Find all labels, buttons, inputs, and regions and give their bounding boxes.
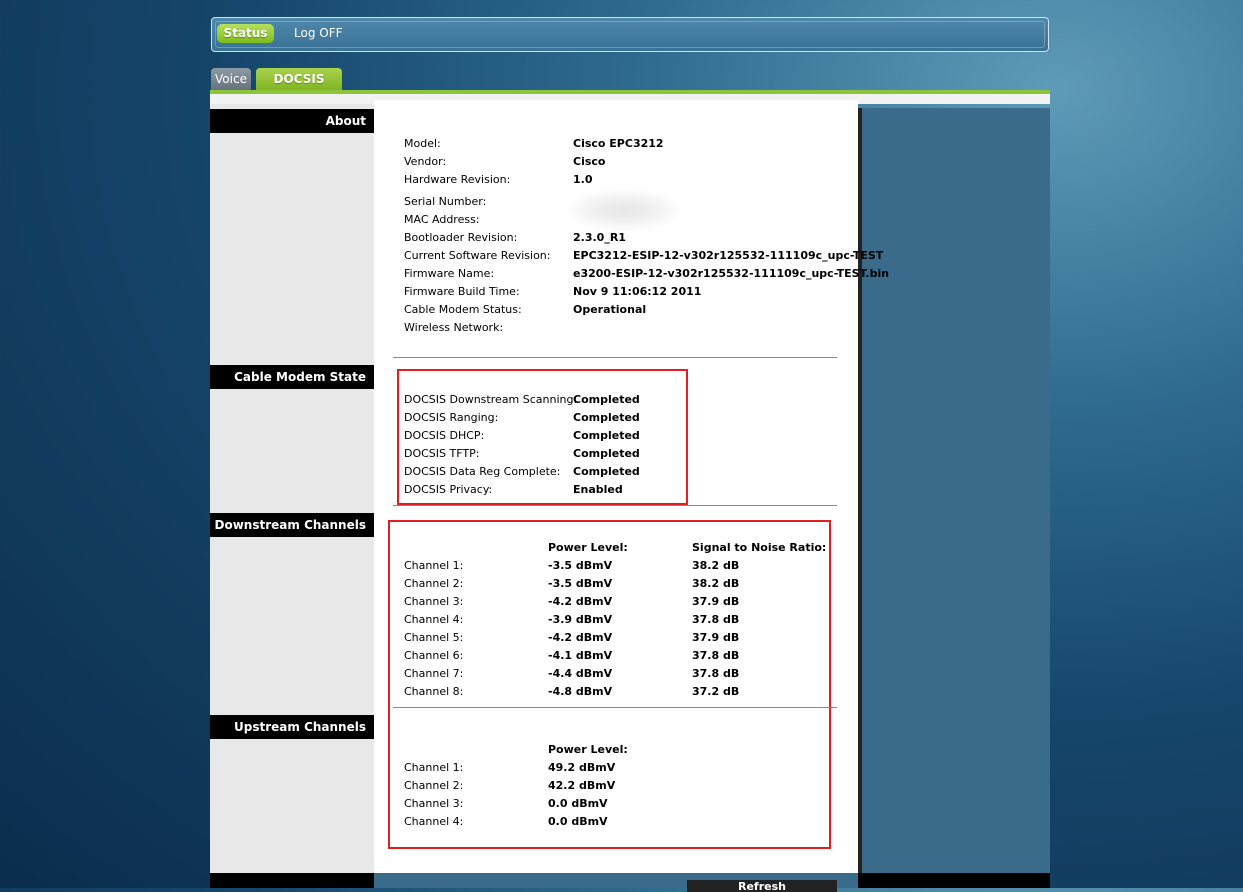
section-divider	[393, 707, 837, 708]
redacted-serial-mac	[568, 190, 680, 230]
about-label: Cable Modem Status:	[404, 303, 522, 316]
section-header-upstream-channels: Upstream Channels	[210, 715, 374, 739]
state-label: DOCSIS Downstream Scanning:	[404, 393, 578, 406]
downstream-channel-label: Channel 3:	[404, 595, 464, 608]
downstream-channel-label: Channel 1:	[404, 559, 464, 572]
state-label: DOCSIS Ranging:	[404, 411, 499, 424]
downstream-snr: 37.9 dB	[692, 595, 740, 608]
right-panel	[862, 108, 1050, 873]
downstream-channel-label: Channel 6:	[404, 649, 464, 662]
downstream-snr: 37.2 dB	[692, 685, 740, 698]
section-divider	[393, 357, 837, 358]
downstream-channel-label: Channel 4:	[404, 613, 464, 626]
about-value: e3200-ESIP-12-v302r125532-111109c_upc-TEST.bin	[573, 267, 890, 280]
about-label: Wireless Network:	[404, 321, 504, 334]
downstream-power: -3.5 dBmV	[548, 559, 613, 572]
downstream-snr: 38.2 dB	[692, 577, 740, 590]
about-label: Serial Number:	[404, 195, 487, 208]
downstream-snr: 38.2 dB	[692, 559, 740, 572]
about-label: Current Software Revision:	[404, 249, 551, 262]
about-value: EPC3212-ESIP-12-v302r125532-111109c_upc-TEST	[573, 249, 884, 262]
about-label: Model:	[404, 137, 441, 150]
about-value: Nov 9 11:06:12 2011	[573, 285, 702, 298]
state-label: DOCSIS DHCP:	[404, 429, 485, 442]
downstream-power-header: Power Level:	[548, 541, 628, 554]
about-value: Cisco	[573, 155, 606, 168]
downstream-snr: 37.8 dB	[692, 649, 740, 662]
downstream-snr: 37.9 dB	[692, 631, 740, 644]
downstream-power: -4.8 dBmV	[548, 685, 613, 698]
section-divider	[393, 505, 837, 506]
state-value: Completed	[573, 411, 640, 424]
about-label: Firmware Name:	[404, 267, 495, 280]
downstream-snr: 37.8 dB	[692, 667, 740, 680]
section-header-downstream-channels: Downstream Channels	[210, 513, 374, 537]
state-label: DOCSIS Privacy:	[404, 483, 493, 496]
section-header-about: About	[210, 109, 374, 133]
top-nav-bar	[211, 17, 1049, 52]
status-button[interactable]: Status	[217, 24, 274, 43]
upstream-power: 0.0 dBmV	[548, 815, 608, 828]
sidebar	[210, 104, 374, 888]
tab-docsis-wan[interactable]: DOCSIS	[256, 68, 342, 90]
upstream-power: 49.2 dBmV	[548, 761, 616, 774]
upstream-channel-label: Channel 1:	[404, 761, 464, 774]
downstream-channel-label: Channel 7:	[404, 667, 464, 680]
downstream-channel-label: Channel 5:	[404, 631, 464, 644]
upstream-channel-label: Channel 3:	[404, 797, 464, 810]
state-value: Completed	[573, 465, 640, 478]
state-value: Completed	[573, 393, 640, 406]
upstream-power: 0.0 dBmV	[548, 797, 608, 810]
downstream-power: -4.4 dBmV	[548, 667, 613, 680]
upstream-power-header: Power Level:	[548, 743, 628, 756]
downstream-power: -4.2 dBmV	[548, 595, 613, 608]
about-label: Bootloader Revision:	[404, 231, 518, 244]
about-label: Firmware Build Time:	[404, 285, 520, 298]
upstream-channel-label: Channel 2:	[404, 779, 464, 792]
content-shadow	[858, 108, 862, 873]
downstream-snr: 37.8 dB	[692, 613, 740, 626]
upstream-power: 42.2 dBmV	[548, 779, 616, 792]
state-label: DOCSIS Data Reg Complete:	[404, 465, 561, 478]
about-value: Operational	[573, 303, 647, 316]
tab-voice[interactable]: Voice	[211, 68, 251, 90]
state-value: Enabled	[573, 483, 623, 496]
downstream-power: -4.2 dBmV	[548, 631, 613, 644]
downstream-power: -3.5 dBmV	[548, 577, 613, 590]
refresh-button[interactable]: Refresh	[687, 880, 837, 892]
state-value: Completed	[573, 429, 640, 442]
downstream-snr-header: Signal to Noise Ratio:	[692, 541, 827, 554]
about-value: 1.0	[573, 173, 593, 186]
about-value: Cisco EPC3212	[573, 137, 664, 150]
downstream-power: -3.9 dBmV	[548, 613, 613, 626]
section-header-cable-modem-state: Cable Modem State	[210, 365, 374, 389]
about-value: 2.3.0_R1	[573, 231, 626, 244]
state-label: DOCSIS TFTP:	[404, 447, 480, 460]
downstream-channel-label: Channel 8:	[404, 685, 464, 698]
upstream-channel-label: Channel 4:	[404, 815, 464, 828]
about-label: Hardware Revision:	[404, 173, 511, 186]
downstream-channel-label: Channel 2:	[404, 577, 464, 590]
state-value: Completed	[573, 447, 640, 460]
downstream-power: -4.1 dBmV	[548, 649, 613, 662]
about-label: MAC Address:	[404, 213, 480, 226]
logoff-link[interactable]: Log OFF	[294, 26, 343, 40]
about-label: Vendor:	[404, 155, 447, 168]
